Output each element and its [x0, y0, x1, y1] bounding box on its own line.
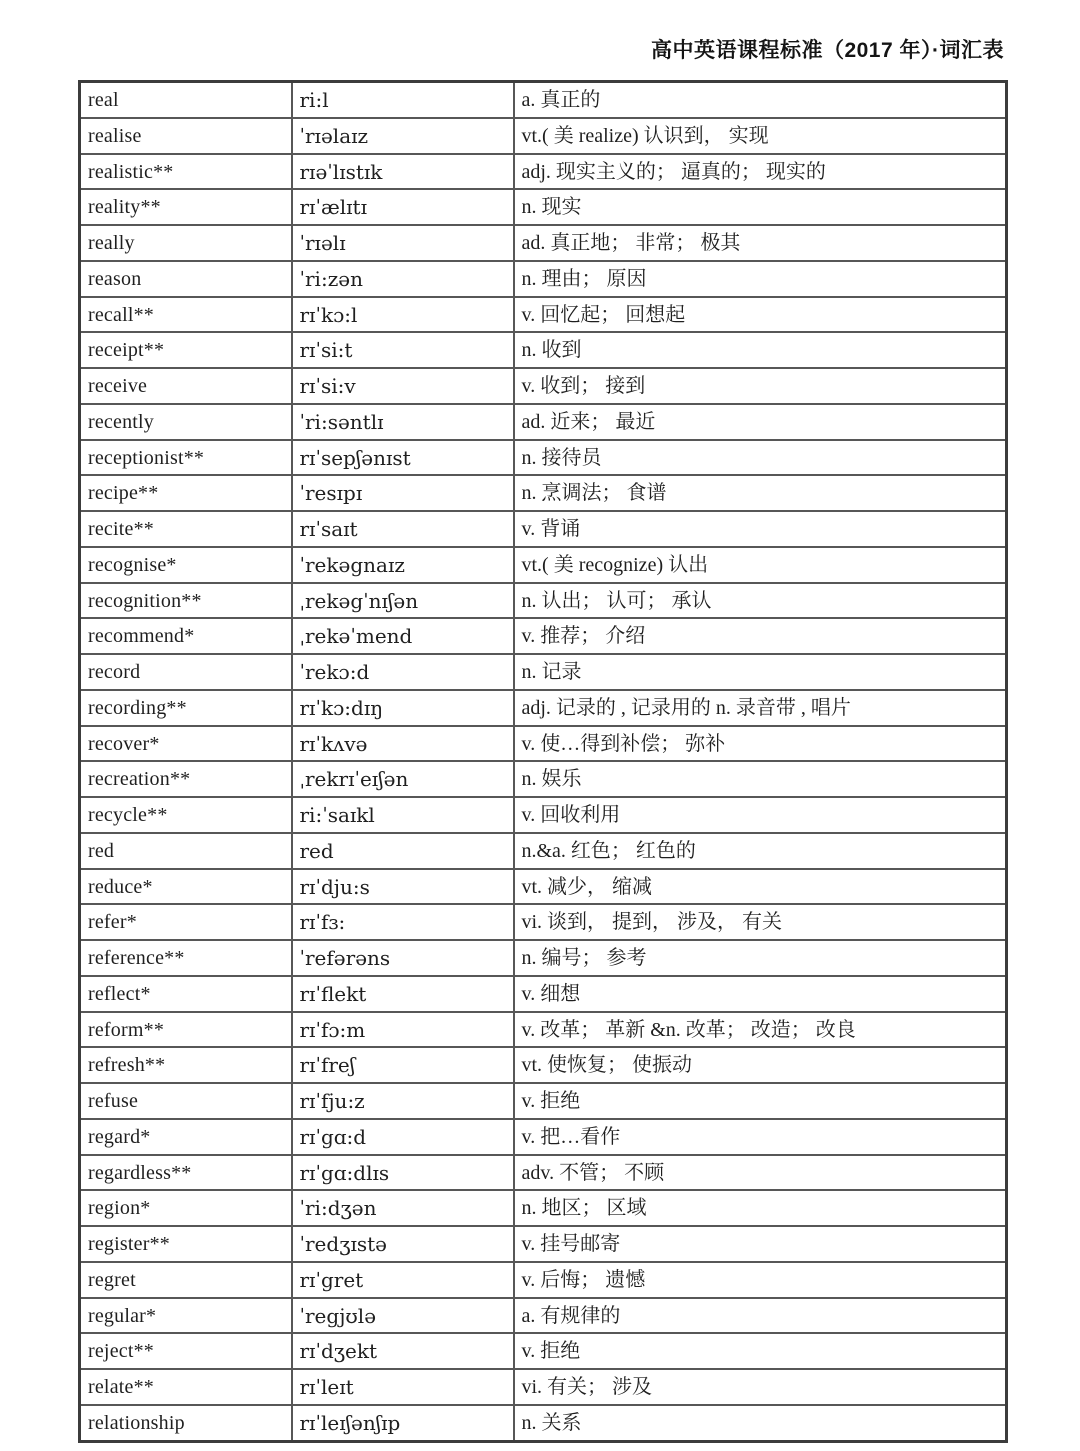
table-row — [80, 261, 1007, 297]
table-row — [80, 189, 1007, 225]
definition-cell: n. 地区； 区域 — [514, 1190, 1007, 1226]
ipa-cell: ˈregjʊlə — [292, 1298, 514, 1334]
vocabulary-table — [78, 80, 1008, 1443]
table-row — [80, 940, 1007, 976]
ipa-cell: rɪˈdju:s — [292, 869, 514, 905]
word-cell: realise — [80, 118, 292, 154]
definition-cell: n. 烹调法； 食谱 — [514, 475, 1007, 511]
ipa-cell: rɪˈkʌvə — [292, 726, 514, 762]
vocab-table-body — [80, 82, 1007, 1442]
table-row — [80, 511, 1007, 547]
table-row — [80, 797, 1007, 833]
definition-cell: v. 细想 — [514, 976, 1007, 1012]
definition-cell: n. 现实 — [514, 189, 1007, 225]
ipa-cell: ˈresɪpɪ — [292, 475, 514, 511]
definition-cell: v. 后悔； 遗憾 — [514, 1262, 1007, 1298]
table-row — [80, 368, 1007, 404]
table-row — [80, 1012, 1007, 1048]
ipa-cell: rɪˈgɑ:dlɪs — [292, 1155, 514, 1191]
definition-cell: v. 收到； 接到 — [514, 368, 1007, 404]
word-cell: recall** — [80, 297, 292, 333]
word-cell: region* — [80, 1190, 292, 1226]
definition-cell: vt.( 美 recognize) 认出 — [514, 547, 1007, 583]
ipa-cell: ˈrɪəlɪ — [292, 225, 514, 261]
definition-cell: a. 真正的 — [514, 82, 1007, 118]
ipa-cell: rɪˈsaɪt — [292, 511, 514, 547]
word-cell: reference** — [80, 940, 292, 976]
ipa-cell: ˈrɪəlaɪz — [292, 118, 514, 154]
definition-cell: vt.( 美 realize) 认识到， 实现 — [514, 118, 1007, 154]
table-row — [80, 225, 1007, 261]
word-cell: relate** — [80, 1369, 292, 1405]
definition-cell: n. 收到 — [514, 332, 1007, 368]
word-cell: regular* — [80, 1298, 292, 1334]
ipa-cell: rɪˈfɜ: — [292, 904, 514, 940]
word-cell: recycle** — [80, 797, 292, 833]
word-cell: recreation** — [80, 761, 292, 797]
word-cell: regret — [80, 1262, 292, 1298]
table-row — [80, 1405, 1007, 1442]
word-cell: reason — [80, 261, 292, 297]
table-row — [80, 154, 1007, 190]
definition-cell: vi. 有关； 涉及 — [514, 1369, 1007, 1405]
definition-cell: n. 编号； 参考 — [514, 940, 1007, 976]
table-row — [80, 833, 1007, 869]
ipa-cell: rɪˈkɔ:dɪŋ — [292, 690, 514, 726]
word-cell: reduce* — [80, 869, 292, 905]
table-row — [80, 1262, 1007, 1298]
definition-cell: adj. 记录的 , 记录用的 n. 录音带 , 唱片 — [514, 690, 1007, 726]
word-cell: recover* — [80, 726, 292, 762]
table-row — [80, 1190, 1007, 1226]
word-cell: register** — [80, 1226, 292, 1262]
definition-cell: adj. 现实主义的； 逼真的； 现实的 — [514, 154, 1007, 190]
ipa-cell: ˈredʒɪstə — [292, 1226, 514, 1262]
table-row — [80, 475, 1007, 511]
word-cell: recognition** — [80, 583, 292, 619]
definition-cell: n. 认出； 认可； 承认 — [514, 583, 1007, 619]
ipa-cell: ˌrekrɪˈeɪʃən — [292, 761, 514, 797]
definition-cell: v. 使…得到补偿； 弥补 — [514, 726, 1007, 762]
word-cell: reflect* — [80, 976, 292, 1012]
word-cell: refer* — [80, 904, 292, 940]
ipa-cell: ˈrekəgnaɪz — [292, 547, 514, 583]
definition-cell: vi. 谈到， 提到， 涉及， 有关 — [514, 904, 1007, 940]
table-row — [80, 904, 1007, 940]
table-row — [80, 690, 1007, 726]
definition-cell: v. 回忆起； 回想起 — [514, 297, 1007, 333]
word-cell: refresh** — [80, 1047, 292, 1083]
ipa-cell: ˌrekəgˈnɪʃən — [292, 583, 514, 619]
ipa-cell: rɪˈflekt — [292, 976, 514, 1012]
table-row — [80, 1083, 1007, 1119]
definition-cell: v. 推荐； 介绍 — [514, 618, 1007, 654]
word-cell: reject** — [80, 1333, 292, 1369]
word-cell: reality** — [80, 189, 292, 225]
table-row — [80, 869, 1007, 905]
word-cell: relationship — [80, 1405, 292, 1442]
definition-cell: vt. 使恢复； 使振动 — [514, 1047, 1007, 1083]
word-cell: recipe** — [80, 475, 292, 511]
word-cell: recently — [80, 404, 292, 440]
table-row — [80, 1155, 1007, 1191]
definition-cell: n. 理由； 原因 — [514, 261, 1007, 297]
word-cell: record — [80, 654, 292, 690]
ipa-cell: ˈrefərəns — [292, 940, 514, 976]
ipa-cell: ri:ˈsaɪkl — [292, 797, 514, 833]
ipa-cell: rɪˈgɑ:d — [292, 1119, 514, 1155]
ipa-cell: rɪˈsi:t — [292, 332, 514, 368]
definition-cell: vt. 减少， 缩减 — [514, 869, 1007, 905]
page-title: 高中英语课程标准（2017 年）·词汇表 — [650, 39, 1004, 62]
ipa-cell: ˈri:səntlɪ — [292, 404, 514, 440]
definition-cell: n. 接待员 — [514, 440, 1007, 476]
ipa-cell: rɪˈfreʃ — [292, 1047, 514, 1083]
word-cell: really — [80, 225, 292, 261]
table-row — [80, 1047, 1007, 1083]
definition-cell: v. 拒绝 — [514, 1333, 1007, 1369]
word-cell: refuse — [80, 1083, 292, 1119]
table-row — [80, 761, 1007, 797]
word-cell: regardless** — [80, 1155, 292, 1191]
word-cell: real — [80, 82, 292, 118]
ipa-cell: rɪˈsi:v — [292, 368, 514, 404]
ipa-cell: ri:l — [292, 82, 514, 118]
ipa-cell: rɪˈdʒekt — [292, 1333, 514, 1369]
word-cell: realistic** — [80, 154, 292, 190]
definition-cell: ad. 真正地； 非常； 极其 — [514, 225, 1007, 261]
table-row — [80, 583, 1007, 619]
definition-cell: v. 回收利用 — [514, 797, 1007, 833]
ipa-cell: rɪˈsepʃənɪst — [292, 440, 514, 476]
table-row — [80, 82, 1007, 118]
ipa-cell: rɪəˈlɪstɪk — [292, 154, 514, 190]
word-cell: recite** — [80, 511, 292, 547]
word-cell: receipt** — [80, 332, 292, 368]
definition-cell: ad. 近来； 最近 — [514, 404, 1007, 440]
definition-cell: v. 把…看作 — [514, 1119, 1007, 1155]
ipa-cell: ˈrekɔ:d — [292, 654, 514, 690]
word-cell: regard* — [80, 1119, 292, 1155]
ipa-cell: rɪˈgret — [292, 1262, 514, 1298]
ipa-cell: ˌrekəˈmend — [292, 618, 514, 654]
definition-cell: v. 挂号邮寄 — [514, 1226, 1007, 1262]
table-row — [80, 1298, 1007, 1334]
table-row — [80, 547, 1007, 583]
table-row — [80, 118, 1007, 154]
page-header — [651, 34, 1004, 64]
word-cell: receptionist** — [80, 440, 292, 476]
definition-cell: v. 背诵 — [514, 511, 1007, 547]
table-row — [80, 404, 1007, 440]
word-cell: recording** — [80, 690, 292, 726]
definition-cell: v. 改革； 革新 &n. 改革； 改造； 改良 — [514, 1012, 1007, 1048]
ipa-cell: rɪˈleɪʃənʃɪp — [292, 1405, 514, 1442]
ipa-cell: ˈri:zən — [292, 261, 514, 297]
word-cell: recognise* — [80, 547, 292, 583]
table-row — [80, 1226, 1007, 1262]
table-row — [80, 618, 1007, 654]
ipa-cell: rɪˈælɪtɪ — [292, 189, 514, 225]
definition-cell: n. 记录 — [514, 654, 1007, 690]
definition-cell: adv. 不管； 不顾 — [514, 1155, 1007, 1191]
ipa-cell: red — [292, 833, 514, 869]
ipa-cell: rɪˈfɔ:m — [292, 1012, 514, 1048]
table-row — [80, 297, 1007, 333]
ipa-cell: rɪˈkɔ:l — [292, 297, 514, 333]
definition-cell: v. 拒绝 — [514, 1083, 1007, 1119]
word-cell: red — [80, 833, 292, 869]
ipa-cell: ˈri:dʒən — [292, 1190, 514, 1226]
word-cell: reform** — [80, 1012, 292, 1048]
definition-cell: n. 关系 — [514, 1405, 1007, 1442]
table-row — [80, 1119, 1007, 1155]
table-row — [80, 332, 1007, 368]
table-row — [80, 1369, 1007, 1405]
definition-cell: a. 有规律的 — [514, 1298, 1007, 1334]
table-row — [80, 976, 1007, 1012]
ipa-cell: rɪˈfju:z — [292, 1083, 514, 1119]
ipa-cell: rɪˈleɪt — [292, 1369, 514, 1405]
definition-cell: n.&a. 红色； 红色的 — [514, 833, 1007, 869]
table-row — [80, 1333, 1007, 1369]
definition-cell: n. 娱乐 — [514, 761, 1007, 797]
table-row — [80, 726, 1007, 762]
table-row — [80, 654, 1007, 690]
table-row — [80, 440, 1007, 476]
word-cell: recommend* — [80, 618, 292, 654]
word-cell: receive — [80, 368, 292, 404]
